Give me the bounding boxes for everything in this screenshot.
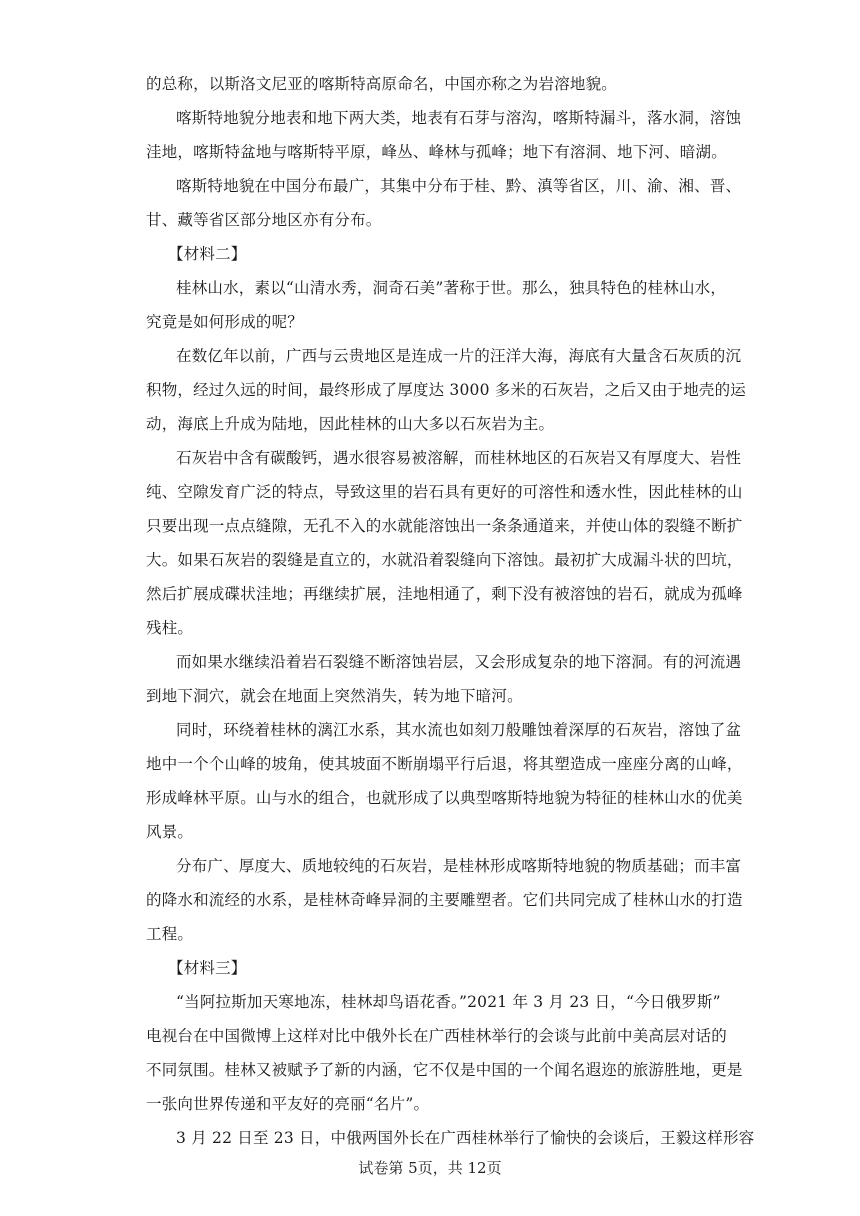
- text-line: 到地下洞穴，就会在地面上突然消失，转为地下暗河。: [146, 687, 523, 705]
- article-body: [146, 67, 755, 1155]
- section-heading: 【材料二】: [168, 245, 247, 263]
- text-line: 洼地，喀斯特盆地与喀斯特平原，峰丛、峰林与孤峰；地下有溶洞、地下河、暗湖。: [146, 143, 727, 161]
- text-line: 大。如果石灰岩的裂缝是直立的，水就沿着裂缝向下溶蚀。最初扩大成漏斗状的凹坑，: [146, 551, 743, 569]
- text-line: 纯、空隙发育广泛的特点，导致这里的岩石具有更好的可溶性和透水性，因此桂林的山: [146, 483, 743, 501]
- text-line: 不同氛围。桂林又被赋予了新的内涵，它不仅是中国的一个闻名遐迩的旅游胜地，更是: [146, 1061, 743, 1079]
- page-footer: 试卷第 5页，共 12页: [358, 1159, 502, 1177]
- text-line: 喀斯特地貌分地表和地下两大类，地表有石芽与溶沟，喀斯特漏斗，落水洞，溶蚀: [176, 109, 742, 127]
- text-line: 甘、藏等省区部分地区亦有分布。: [146, 211, 382, 229]
- text-line: 的降水和流经的水系，是桂林奇峰异洞的主要雕塑者。它们共同完成了桂林山水的打造: [146, 891, 743, 909]
- text-line: 究竟是如何形成的呢？: [146, 313, 304, 331]
- text-line: 形成峰林平原。山与水的组合，也就形成了以典型喀斯特地貌为特征的桂林山水的优美: [146, 789, 743, 807]
- section-heading: 【材料三】: [168, 959, 247, 977]
- text-line: 地中一个个山峰的坡角，使其坡面不断崩塌平行后退，将其塑造成一座座分离的山峰，: [146, 755, 743, 773]
- text-line: 动，海底上升成为陆地，因此桂林的山大多以石灰岩为主。: [146, 415, 555, 433]
- text-line: 喀斯特地貌在中国分布最广，其集中分布于桂、黔、滇等省区，川、渝、湘、晋、: [176, 177, 742, 195]
- text-line: 的总称，以斯洛文尼亚的喀斯特高原命名，中国亦称之为岩溶地貌。: [146, 75, 618, 93]
- text-line: 工程。: [146, 925, 194, 943]
- text-line: 残柱。: [146, 619, 194, 637]
- text-line: 3 月 22 日至 23 日，中俄两国外长在广西桂林举行了愉快的会谈后，王毅这样形容: [176, 1129, 755, 1147]
- text-line: 而如果水继续沿着岩石裂缝不断溶蚀岩层，又会形成复杂的地下溶洞。有的河流遇: [176, 653, 742, 671]
- text-line: 风景。: [146, 823, 194, 841]
- text-line: 只要出现一点点缝隙，无孔不入的水就能溶蚀出一条条通道来，并使山体的裂缝不断扩: [146, 517, 743, 535]
- text-line: 在数亿年以前，广西与云贵地区是连成一片的汪洋大海，海底有大量含石灰质的沉: [176, 347, 742, 365]
- text-line: 桂林山水，素以“山清水秀，洞奇石美”著称于世。那么，独具特色的桂林山水，: [176, 279, 727, 297]
- text-line: 电视台在中国微博上这样对比中俄外长在广西桂林举行的会谈与此前中美高层对话的: [146, 1027, 727, 1045]
- text-line: “当阿拉斯加天寒地冻，桂林却鸟语花香。”2021 年 3 月 23 日，“今日俄罗斯”: [176, 993, 721, 1011]
- text-line: 一张向世界传递和平友好的亮丽“名片”。: [146, 1095, 430, 1113]
- text-line: 分布广、厚度大、质地较纯的石灰岩，是桂林形成喀斯特地貌的物质基础；而丰富: [176, 857, 742, 875]
- text-line: 石灰岩中含有碳酸钙，遇水很容易被溶解，而桂林地区的石灰岩又有厚度大、岩性: [176, 449, 742, 467]
- text-line: 积物，经过久远的时间，最终形成了厚度达 3000 多米的石灰岩，之后又由于地壳的运: [146, 381, 747, 399]
- text-line: 同时，环绕着桂林的漓江水系，其水流也如刻刀般雕蚀着深厚的石灰岩，溶蚀了盆: [176, 721, 742, 739]
- text-line: 然后扩展成碟状洼地；再继续扩展，洼地相通了，剩下没有被溶蚀的岩石，就成为孤峰: [146, 585, 743, 603]
